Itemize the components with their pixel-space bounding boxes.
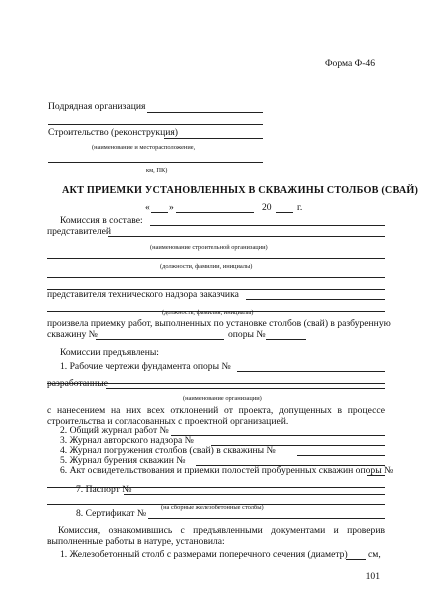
act-title: АКТ ПРИЕМКИ УСТАНОВЛЕННЫХ В СКВАЖИНЫ СТОЛБОВ (СВАЙ)	[62, 185, 419, 196]
contractor-field-line2	[48, 124, 263, 125]
commission-result	[47, 525, 385, 548]
contractor-label: Подрядная организация	[48, 101, 146, 112]
construction-field	[164, 138, 263, 139]
inspection-well-label: скважину №	[47, 329, 98, 340]
caption-builder-org: (наименование строительной организации)	[150, 244, 268, 251]
item-3: 3. Журнал авторского надзора №	[60, 435, 194, 446]
item-8-field	[148, 518, 385, 519]
caption-position-1: (должности, фамилии, инициалы)	[160, 263, 253, 270]
caption-position-2: (должность, фамилия, инициалы)	[162, 309, 254, 316]
commission-field	[150, 225, 385, 226]
date-month-field	[176, 212, 254, 213]
support-number-field	[266, 339, 306, 340]
item-6: 6. Акт освидетельствования и приемки полостей пробуренных скважин опоры №	[60, 465, 394, 476]
item-7-passport: 7. Паспорт №	[76, 484, 132, 495]
diameter-field	[346, 559, 366, 560]
well-number-field	[96, 339, 224, 340]
commission-composition-label: Комиссия в составе:	[60, 215, 143, 226]
item-2-field	[171, 435, 385, 436]
deviations-paragraph: с нанесением на них всех отклонений от проекта, допущенных в процессе строительства и согласованных с проектной организацией.	[47, 405, 385, 428]
construction-label: Строительство (реконструкция)	[48, 127, 178, 138]
org-field-line	[47, 258, 385, 259]
item-5: 5. Журнал бурения скважин №	[60, 455, 186, 466]
form-label: Форма Ф-46	[324, 58, 375, 69]
caption-km-pk: км, ПК)	[146, 167, 168, 174]
representatives-field	[108, 236, 385, 237]
customer-supervision-field	[246, 299, 385, 300]
item-4: 4. Журнал погружения столбов (свай) в скважины №	[60, 445, 276, 456]
item-1-field	[237, 371, 385, 372]
contractor-field	[147, 112, 263, 113]
customer-supervision-label: представителя технического надзора заказчика	[47, 289, 239, 300]
item-8-certificate: 8. Сертификат №	[76, 508, 146, 519]
date-day-field	[151, 212, 168, 213]
date-open-quote: «	[145, 202, 150, 213]
date-year-prefix: 20	[262, 202, 272, 213]
item-6-field	[367, 475, 385, 476]
item-2: 2. Общий журнал работ №	[60, 425, 169, 436]
commission-result-paragraph: Комиссия, ознакомившись с предъявленными документами и проверив выполненные работы в натуре, установила:	[47, 525, 385, 548]
page-number: 101	[365, 571, 380, 582]
final-item-unit: см,	[368, 549, 381, 560]
developed-field	[106, 388, 385, 389]
item-7-field	[124, 494, 385, 495]
date-year-suffix: г.	[297, 202, 303, 213]
item-1-drawings: 1. Рабочие чертежи фундамента опоры №	[60, 361, 231, 372]
caption-name-location: (наименование и месторасположение,	[92, 144, 196, 151]
representatives-label: представителей	[47, 226, 112, 237]
inspection-support-label: опоры №	[228, 329, 266, 340]
date-year-field	[276, 212, 293, 213]
inspection-statement-line1: произвела приемку работ, выполненных по установке столбов (свай) в разбуренную	[47, 318, 391, 329]
commission-presented-label: Комиссии предъявлены:	[60, 347, 159, 358]
caption-org-name: (наименование организации)	[183, 395, 262, 402]
final-item-column: 1. Железобетонный столб с размерами поперечного сечения (диаметр)	[60, 549, 348, 560]
developed-label: разработанные	[47, 378, 108, 389]
persons-field-line1	[47, 277, 385, 278]
construction-field-line2	[48, 162, 263, 163]
caption-precast: (на сборные железобетонные столбы)	[161, 504, 264, 511]
item-4-field	[297, 455, 385, 456]
date-close-quote: »	[169, 202, 174, 213]
